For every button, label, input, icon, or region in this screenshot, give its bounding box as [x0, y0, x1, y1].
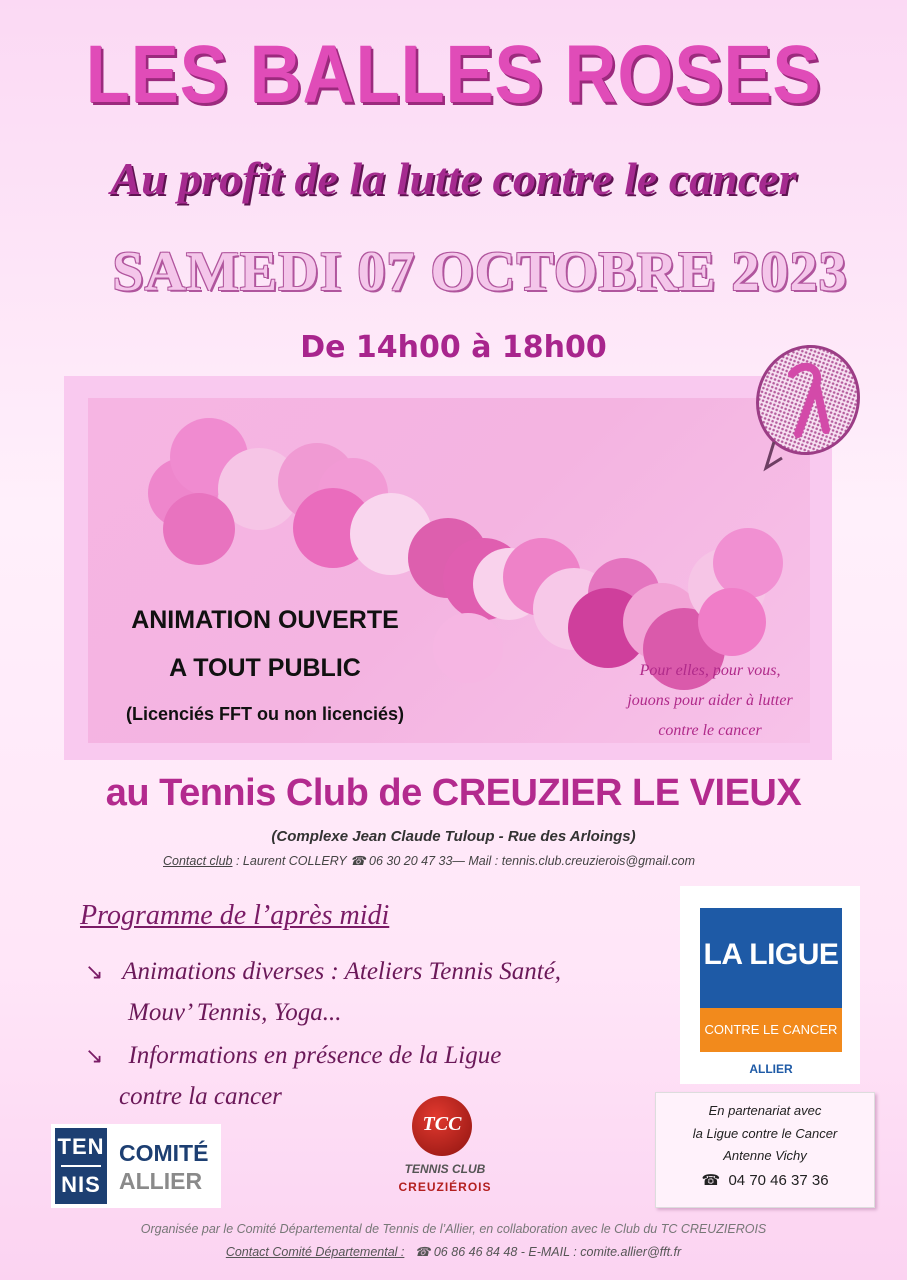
poster-subtitle: Au profit de la lutte contre le cancer — [110, 153, 797, 204]
footer-organiser: Organisée par le Comité Départemental de Tennis de l’Allier, en collaboration avec le Club du TC CREUZIEROIS — [140, 1222, 767, 1236]
ligue-logo-orange — [700, 1008, 842, 1052]
pink-ribbon-racket-icon — [752, 338, 864, 486]
programme-item-1-line-2: Mouv’ Tennis, Yoga... — [128, 999, 342, 1026]
programme-title: Programme de l’après midi — [80, 900, 390, 931]
programme-item-1-line-1: Animations diverses : Ateliers Tennis Santé, — [122, 958, 562, 985]
footer-contact — [0, 1244, 907, 1259]
ligue-logo-text: LA LIGUE — [703, 938, 839, 971]
club-contact-phone: 06 30 20 47 33 — [369, 854, 453, 868]
tcc-logo-ball — [412, 1096, 472, 1156]
tennis-logo-nis: NIS — [61, 1172, 101, 1197]
programme-item-2-line-2: contre la cancer — [119, 1083, 282, 1110]
footer-contact-label: Contact Comité Départemental : — [225, 1245, 405, 1259]
partner-phone-number: 04 70 46 37 36 — [728, 1172, 829, 1189]
arrow-down-right-icon: ↘ — [85, 960, 104, 985]
club-contact-name: : Laurent COLLERY — [235, 854, 347, 868]
club-contact — [163, 853, 695, 868]
club-name: au Tennis Club de CREUZIER LE VIEUX — [105, 772, 802, 814]
partner-line-1: En partenariat avec — [708, 1103, 822, 1118]
animation-line-1: ANIMATION OUVERTE — [131, 606, 399, 634]
animation-line-3: (Licenciés FFT ou non licenciés) — [125, 704, 405, 724]
footer-contact-mail[interactable]: - E-MAIL : comite.allier@fft.fr — [517, 1245, 682, 1259]
tennis-logo-ten: TEN — [57, 1134, 105, 1159]
club-address: (Complexe Jean Claude Tuloup - Rue des Arloings) — [271, 828, 636, 845]
ligue-logo-blue — [700, 908, 842, 1008]
partner-box — [655, 1092, 875, 1208]
slogan-line-3: contre le cancer — [658, 722, 762, 739]
poster-title: LES BALLES ROSES — [85, 29, 822, 120]
tennis-logo-allier: ALLIER — [119, 1168, 203, 1194]
club-contact-mail[interactable]: — Mail : tennis.club.creuzierois@gmail.com — [452, 854, 696, 868]
slogan-line-1: Pour elles, pour vous, — [639, 662, 781, 679]
tcc-logo-line-1: TENNIS CLUB — [404, 1162, 486, 1176]
arrow-down-right-icon: ↘ — [85, 1044, 104, 1069]
animation-line-2: A TOUT PUBLIC — [169, 654, 361, 682]
slogan — [590, 656, 830, 746]
partner-line-2: la Ligue contre le Cancer — [692, 1126, 838, 1141]
tennis-logo-comite: COMITÉ — [119, 1140, 209, 1166]
programme-item-2-line-1: Informations en présence de la Ligue — [128, 1042, 502, 1069]
footer-contact-phone: 06 86 46 84 48 — [433, 1245, 518, 1259]
event-hours: De 14h00 à 18h00 — [300, 330, 607, 365]
tcc-logo-initials: TCC — [422, 1113, 462, 1135]
event-date: SAMEDI 07 OCTOBRE 2023 — [112, 241, 848, 303]
partner-line-3: Antenne Vichy — [723, 1148, 807, 1163]
club-contact-label: Contact club — [163, 854, 233, 868]
slogan-line-2: jouons pour aider à lutter — [627, 692, 793, 709]
programme-item-1 — [85, 952, 561, 1033]
tennis-logo-block — [55, 1128, 107, 1204]
phone-icon: ☎ — [414, 1245, 431, 1259]
phone-icon: ☎ — [701, 1172, 721, 1189]
partner-phone — [656, 1171, 874, 1189]
phone-icon: ☎ — [349, 854, 366, 868]
comite-allier-logo — [51, 1124, 221, 1208]
tcc-logo-line-2: CREUZIÉROIS — [398, 1180, 492, 1194]
ligue-logo-allier: ALLIER — [749, 1062, 793, 1076]
ligue-logo-subtext: CONTRE LE CANCER — [704, 1022, 838, 1037]
